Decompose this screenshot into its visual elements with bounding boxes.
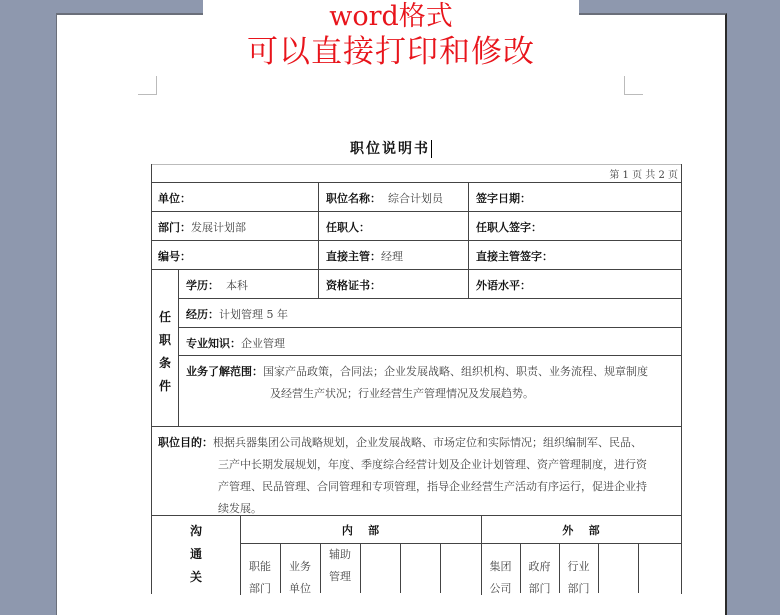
knowledge-field: 专业知识：企业管理 (186, 337, 285, 350)
row-incumbent-sign: 任职人签字： (476, 221, 542, 234)
internal-col-business: 业务 单位 (289, 560, 311, 595)
job-purpose: 职位目的：根据兵器集团公司战略规划，企业发展战略、市场定位和实际情况；组织编制军、民品、 三产中长期发展规划，年度、季度综合经营计划及企业计划管理、资产管理制度，进行资 产管理、民品管理、合同管理和专项管理，指导企业经营生产活动有序运行，促进企业持 续发展。 (158, 436, 647, 515)
communication-side-label: 沟 通 关 (189, 524, 202, 584)
banner-line-2: 可以直接打印和修改 (247, 34, 535, 70)
row-position-name: 职位名称： 综合计划员 (326, 192, 443, 205)
certificate-field: 资格证书： (326, 279, 381, 292)
text-cursor (431, 140, 432, 158)
banner-line-1: word格式 (329, 1, 453, 32)
internal-col-functional: 职能 部门 (249, 560, 271, 595)
margin-corner-mark-right (624, 76, 643, 95)
qualifications-side-label: 任 职 条 件 (158, 310, 171, 393)
row-sign-date: 签字日期： (476, 192, 531, 205)
margin-corner-mark-left (138, 76, 157, 95)
internal-col-auxiliary: 辅助 管理 (329, 548, 351, 583)
language-field: 外语水平： (476, 279, 531, 292)
row-unit: 单位： (158, 192, 191, 205)
watermark-banner (203, 0, 579, 78)
document-title[interactable]: 职位说明书 (350, 141, 430, 157)
external-col-group: 集团 公司 (489, 560, 512, 595)
external-col-industry: 行业 部门 (567, 560, 590, 595)
business-scope-field: 业务了解范围：国家产品政策，合同法；企业发展战略、组织机构、职责、业务流程、规章制度 及经营生产状况；行业经营生产管理情况及发展趋势。 (186, 365, 648, 400)
row-supervisor-sign: 直接主管签字： (476, 250, 553, 263)
row-supervisor: 直接主管：经理 (326, 250, 403, 263)
row-incumbent: 任职人： (326, 221, 370, 234)
experience-field: 经历：计划管理 5 年 (186, 308, 288, 321)
row-department: 部门：发展计划部 (158, 221, 246, 234)
external-col-government: 政府 部门 (528, 560, 551, 595)
internal-header: 内 部 (341, 524, 380, 537)
row-number: 编号： (158, 250, 191, 263)
external-header: 外 部 (562, 524, 600, 537)
education-field: 学历： 本科 (186, 279, 248, 292)
page-info: 第 1 页 共 2 页 (609, 170, 678, 181)
